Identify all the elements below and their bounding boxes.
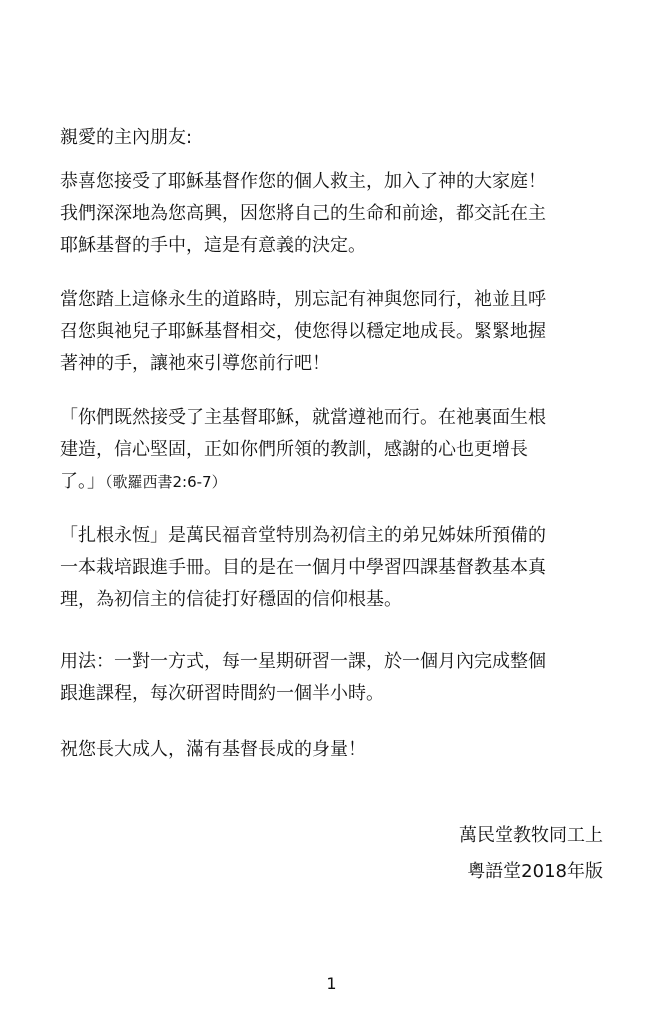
paragraph-line: 理，為初信主的信徒打好穩固的信仰根基。 xyxy=(60,589,402,610)
paragraph-line: 召您與祂兒子耶穌基督相交，使您得以穩定地成長。緊緊地握 xyxy=(60,321,546,342)
paragraph-line: 我們深深地為您高興，因您將自己的生命和前途，都交託在主 xyxy=(60,203,546,224)
signature-author: 萬民堂教牧同工上 xyxy=(459,825,603,846)
paragraph-scripture-quote xyxy=(60,402,620,498)
paragraph-line-last xyxy=(60,466,620,498)
paragraph-line: 當您踏上這條永生的道路時，別忘記有神與您同行，祂並且呼 xyxy=(60,289,546,310)
page-number: 1 xyxy=(326,974,337,993)
paragraph-welcome xyxy=(60,166,620,262)
paragraph-line: 耶穌基督的手中，這是有意義的決定。 xyxy=(60,235,366,256)
paragraph-line: 建造，信心堅固，正如你們所領的教訓，感謝的心也更增長 xyxy=(60,439,528,460)
paragraph-walk-with-god xyxy=(60,284,620,380)
paragraph-blessing xyxy=(60,734,620,766)
paragraph-line: 用法：一對一方式，每一星期研習一課，於一個月內完成整個 xyxy=(60,651,546,672)
quote-ending: 了。」 xyxy=(60,471,105,492)
paragraph-line: 「你們既然接受了主基督耶穌，就當遵祂而行。在祂裏面生根 xyxy=(60,407,546,428)
signature-edition: 粵語堂2018年版 xyxy=(467,861,603,882)
greeting: 親愛的主內朋友: xyxy=(60,127,193,148)
paragraph-usage xyxy=(60,646,620,710)
paragraph-line: 恭喜您接受了耶穌基督作您的個人救主，加入了神的大家庭！ xyxy=(60,171,546,192)
paragraph-line: 跟進課程，每次研習時間約一個半小時。 xyxy=(60,683,384,704)
scripture-citation: （歌羅西書2:6-7） xyxy=(105,473,227,491)
paragraph-line: 「扎根永恆」是萬民福音堂特別為初信主的弟兄姊妹所預備的 xyxy=(60,525,546,546)
paragraph-line: 一本栽培跟進手冊。目的是在一個月中學習四課基督教基本真 xyxy=(60,557,546,578)
paragraph-line: 著神的手，讓祂來引導您前行吧！ xyxy=(60,353,330,374)
paragraph-handbook-purpose xyxy=(60,520,620,616)
paragraph-line: 祝您長大成人，滿有基督長成的身量！ xyxy=(60,739,366,760)
